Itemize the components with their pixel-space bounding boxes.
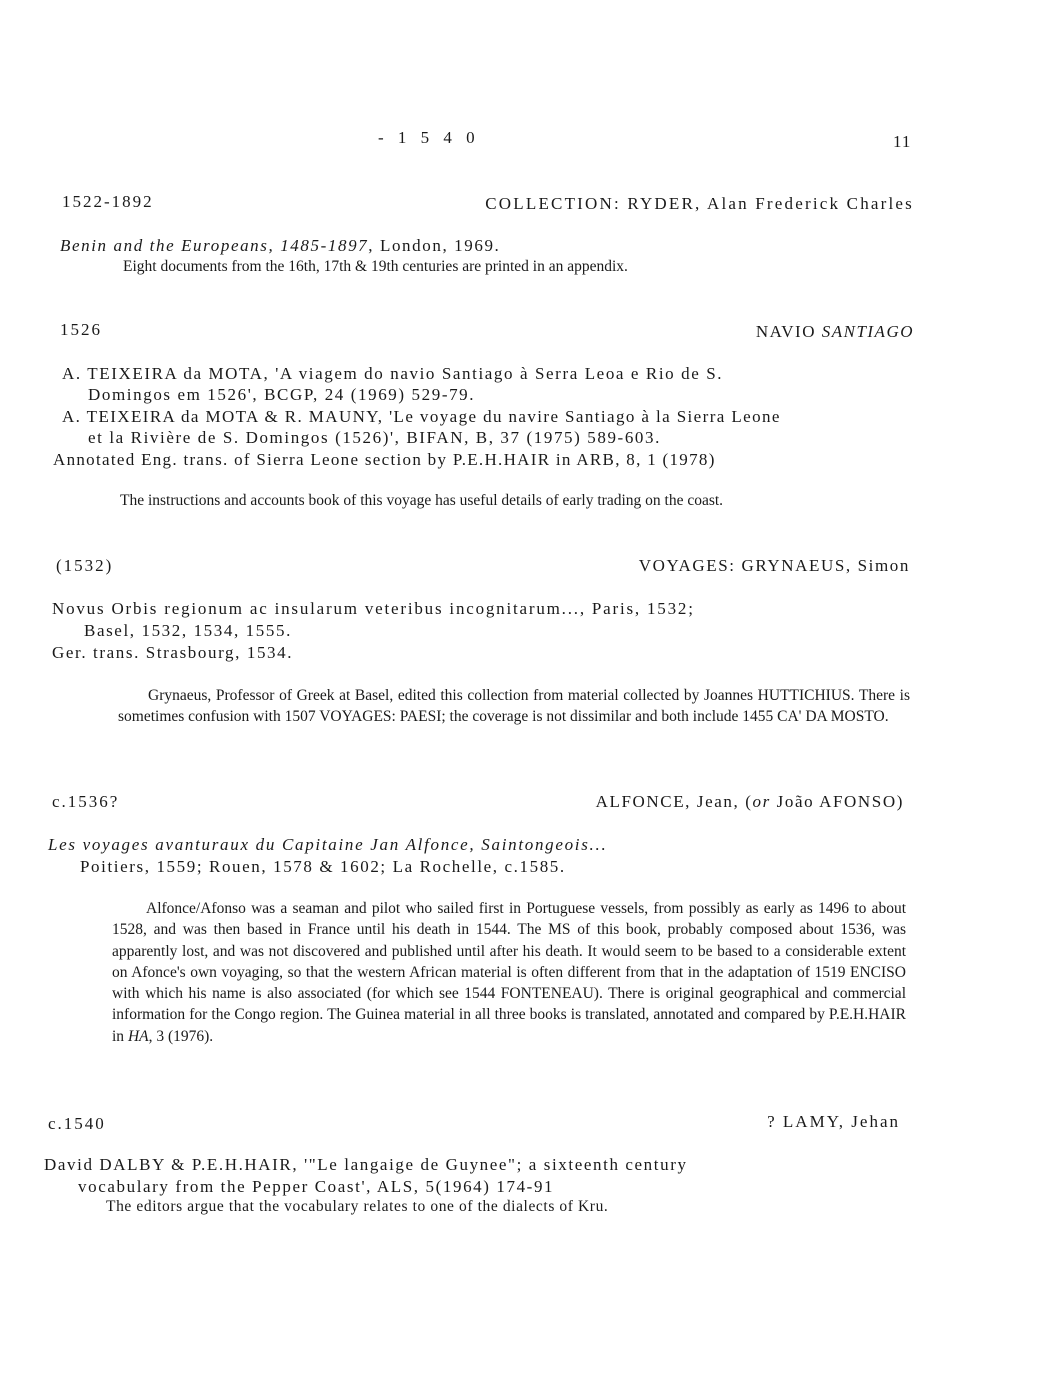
heading-italic-word: or xyxy=(752,792,771,811)
entry-note: The editors argue that the vocabulary relates to one of the dialects of Kru. xyxy=(106,1198,609,1215)
entry-note: Grynaeus, Professor of Greek at Basel, edited this collection from material collected by Joannes HUTTICHIUS. There is sometimes confusion with 1507 VOYAGES: PAESI; the coverage is not dissimilar and both include 1455 CA' DA MOSTO. xyxy=(118,687,910,726)
entry-date: 1522-1892 xyxy=(62,192,154,211)
entry-note: Eight documents from the 16th, 17th & 19th centuries are printed in an appendix. xyxy=(123,258,628,275)
entry-reference xyxy=(60,236,500,256)
entry-heading xyxy=(596,792,904,812)
reference-line: David DALBY & P.E.H.HAIR, '"Le langaige de Guynee"; a sixteenth century xyxy=(44,1155,688,1174)
reference-line: Poitiers, 1559; Rouen, 1578 & 1602; La Rochelle, c.1585. xyxy=(80,857,566,876)
entry-note xyxy=(112,898,906,1047)
heading-text: ALFONCE, Jean, ( xyxy=(595,792,753,811)
heading-ship-name: SANTIAGO xyxy=(821,322,914,341)
note-text: Alfonce/Afonso was a seaman and pilot who sailed first in Portuguese vessels, from possibly as early as 1496 to about 1528, and was then based in France until his death in 1544. The MS of this book, probably composed about 1536, was apparently lost, and was not discovered and published until after his death. It would seem to be based to a considerable extent on Afonce's own voyaging, so that the western African material is often different from that in the adaptation of 1519 ENCISO with which his name is also associated (for which see 1544 FONTENEAU). There is original geographical and commercial information for the Congo region. The Guinea material in all three books is translated, annotated and compared by P.E.H.HAIR in xyxy=(112,900,906,1045)
heading-text: João AFONSO) xyxy=(770,792,904,811)
reference-title: Benin and the Europeans, 1485-1897 xyxy=(60,236,369,255)
reference-line: Domingos em 1526', BCGP, 24 (1969) 529-79. xyxy=(88,385,476,404)
heading-text: NAVIO xyxy=(755,322,816,341)
entry-heading: ? LAMY, Jehan xyxy=(767,1112,900,1131)
reference-line: Annotated Eng. trans. of Sierra Leone section by P.E.H.HAIR in ARB, 8, 1 (1978) xyxy=(53,450,716,469)
reference-line: et la Rivière de S. Domingos (1526)', BIFAN, B, 37 (1975) 589-603. xyxy=(88,428,661,447)
entry-date: 1526 xyxy=(60,320,102,339)
reference-line: A. TEIXEIRA da MOTA & R. MAUNY, 'Le voyage du navire Santiago à la Sierra Leone xyxy=(62,407,781,426)
entry-date: c.1536? xyxy=(52,792,120,811)
entry-heading xyxy=(756,322,914,342)
note-text: , 3 (1976). xyxy=(148,1027,214,1045)
reference-line: vocabulary from the Pepper Coast', ALS, 5(1964) 174-91 xyxy=(78,1177,555,1196)
note-journal: HA xyxy=(127,1027,149,1045)
running-title: - 1 5 4 0 xyxy=(378,128,480,147)
entry-heading: VOYAGES: GRYNAEUS, Simon xyxy=(638,556,910,575)
reference-text: , London, 1969. xyxy=(368,236,501,255)
page-number: 11 xyxy=(893,132,912,151)
entry-note: The instructions and accounts book of this voyage has useful details of early trading on the coast. xyxy=(120,492,724,509)
reference-line: Ger. trans. Strasbourg, 1534. xyxy=(52,643,294,662)
entry-heading: COLLECTION: RYDER, Alan Frederick Charles xyxy=(485,194,914,213)
reference-line: Basel, 1532, 1534, 1555. xyxy=(84,621,292,640)
reference-line: Les voyages avanturaux du Capitaine Jan Alfonce, Saintongeois... xyxy=(48,835,608,854)
reference-line: A. TEIXEIRA da MOTA, 'A viagem do navio Santiago à Serra Leoa e Rio de S. xyxy=(62,364,724,383)
reference-line: Novus Orbis regionum ac insularum veteribus incognitarum..., Paris, 1532; xyxy=(52,599,695,618)
entry-date: (1532) xyxy=(56,556,114,575)
entry-date: c.1540 xyxy=(48,1114,106,1133)
